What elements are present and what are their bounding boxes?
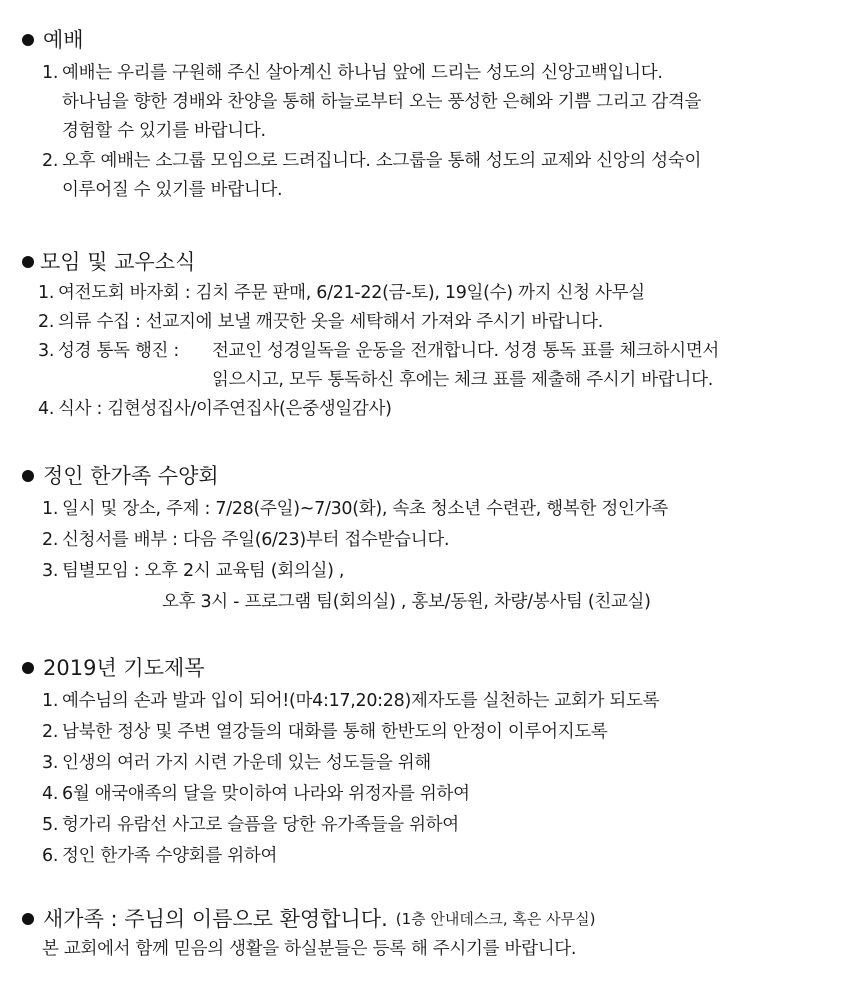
list-item-text: 남북한 정상 및 주변 열강들의 대화를 통해 한반도의 안정이 이루어지도록 [62, 722, 608, 742]
list-item-text: 읽으시고, 모두 통독하신 후에는 체크 표를 제출해 주시기 바랍니다. [212, 370, 713, 390]
section-title: 정인 한가족 수양회 [43, 464, 219, 488]
list-item-number: 1. [42, 499, 59, 519]
list-item-label: 성경 통독 행진 : [58, 341, 180, 361]
section-title: 새가족 : 주님의 이름으로 환영합니다. [43, 907, 388, 931]
list-item-text: 일시 및 장소, 주제 : 7/28(주일)~7/30(화), 속초 청소년 수련관, 행복한 정인가족 [62, 499, 668, 519]
section-title: 2019년 기도제목 [43, 656, 205, 680]
list-item-text: 식사 : 김현성집사/이주연집사(은중생일감사) [58, 399, 392, 419]
bullet-icon [22, 256, 34, 268]
list-item-number: 2. [38, 312, 55, 332]
list-item-number: 1. [42, 691, 59, 711]
list-item-number: 2. [42, 530, 59, 550]
list-item-text: 오후 3시 - 프로그램 팀(회의실) , 홍보/동원, 차량/봉사팀 (친교실) [162, 592, 651, 612]
list-item-number: 3. [42, 561, 59, 581]
section-note: (1층 안내데스크, 혹은 사무실) [395, 910, 596, 928]
list-item-number: 3. [42, 753, 59, 773]
section-heading-newcomers [22, 905, 595, 933]
list-item-number: 2. [42, 722, 59, 742]
list-item-text: 정인 한가족 수양회를 위하여 [62, 846, 278, 866]
section-heading-prayer [22, 654, 205, 682]
list-item-number: 4. [38, 399, 55, 419]
section-title: 모임 및 교우소식 [40, 250, 196, 274]
list-item-text: 예배는 우리를 구원해 주신 살아계신 하나님 앞에 드리는 성도의 신앙고백입니다. [62, 63, 663, 83]
list-item-number: 2. [42, 151, 59, 171]
list-item-number: 4. [42, 784, 59, 804]
list-item-text: 인생의 여러 가지 시련 가운데 있는 성도들을 위해 [62, 753, 431, 773]
list-item-text: 이루어질 수 있기를 바랍니다. [62, 180, 283, 200]
list-item-number: 1. [38, 283, 55, 303]
list-item-text: 팀별모임 : 오후 2시 교육팀 (회의실) , [62, 561, 345, 581]
newcomers-text: 본 교회에서 함께 믿음의 생활을 하실분들은 등록 해 주시기를 바랍니다. [42, 939, 577, 959]
section-heading-news [22, 248, 195, 276]
list-item-text: 예수님의 손과 발과 입이 되어!(마4:17,20:28)제자도를 실천하는 교회가 되도록 [62, 691, 660, 711]
bullet-icon [22, 34, 34, 46]
list-item-text: 오후 예배는 소그룹 모임으로 드려집니다. 소그룹을 통해 성도의 교제와 신앙의 성숙이 [62, 151, 702, 171]
bullet-icon [22, 470, 34, 482]
list-item-text: 6월 애국애족의 달을 맞이하여 나라와 위정자를 위하여 [62, 784, 470, 804]
section-title: 예배 [43, 28, 84, 52]
section-heading-worship [22, 26, 84, 54]
list-item-text: 하나님을 향한 경배와 찬양을 통해 하늘로부터 오는 풍성한 은혜와 기쁨 그리고 감격을 [62, 92, 702, 112]
bullet-icon [22, 662, 34, 674]
list-item-text: 여전도회 바자회 : 김치 주문 판매, 6/21-22(금-토), 19일(수) 까지 신청 사무실 [58, 283, 645, 303]
list-item-text: 경험할 수 있기를 바랍니다. [62, 121, 266, 141]
list-item-text: 전교인 성경일독을 운동을 전개합니다. 성경 통독 표를 체크하시면서 [212, 341, 720, 361]
list-item-number: 5. [42, 815, 59, 835]
list-item-text: 헝가리 유람선 사고로 슬픔을 당한 유가족들을 위하여 [62, 815, 459, 835]
list-item-text: 의류 수집 : 선교지에 보낼 깨끗한 옷을 세탁해서 가져와 주시기 바랍니다. [58, 312, 604, 332]
bullet-icon [22, 913, 34, 925]
section-heading-retreat [22, 462, 219, 490]
list-item-number: 1. [42, 63, 59, 83]
list-item-number: 6. [42, 846, 59, 866]
list-item-text: 신청서를 배부 : 다음 주일(6/23)부터 접수받습니다. [62, 530, 450, 550]
list-item-number: 3. [38, 341, 55, 361]
